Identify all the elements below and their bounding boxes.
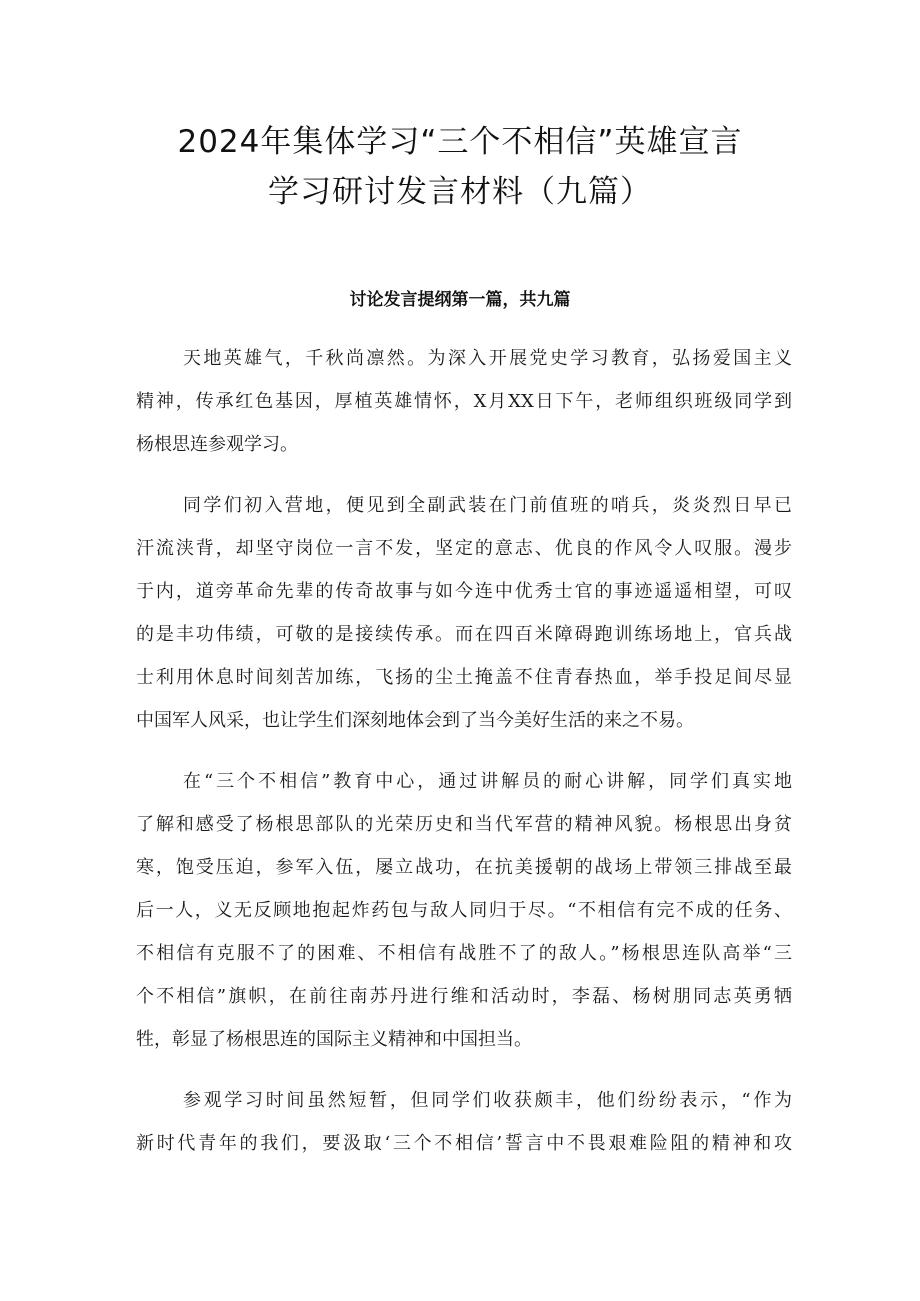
paragraph-line: 精神，传承红色基因，厚植英雄情怀，X月XX日下午，老师组织班级同学到 — [136, 391, 792, 412]
paragraph-line: 同学们初入营地，便见到全副武装在门前值班的哨兵，炎炎烈日早已 — [183, 495, 792, 516]
document-title-line-1: 2024年集体学习“三个不相信”英雄宣言 — [177, 124, 743, 160]
paragraph-line: 了解和感受了杨根思部队的光荣历史和当代军营的精神风貌。杨根思出身贫 — [136, 814, 792, 835]
paragraph-line: 寒，饱受压迫，参军入伍，屡立战功，在抗美援朝的战场上带领三排战至最 — [136, 857, 792, 878]
paragraph-line: 于内，道旁革命先辈的传奇故事与如今连中优秀士官的事迹遥遥相望，可叹 — [136, 581, 792, 602]
paragraph-line: 天地英雄气，千秋尚凛然。为深入开展党史学习教育，弘扬爱国主义 — [183, 348, 792, 369]
paragraph-line: 参观学习时间虽然短暂，但同学们收获颇丰，他们纷纷表示，“作为 — [183, 1090, 792, 1111]
paragraph-line: 汗流浃背，却坚守岗位一言不发，坚定的意志、优良的作风令人叹服。漫步 — [136, 538, 792, 559]
paragraph-line: 中国军人风采，也让学生们深刻地体会到了当今美好生活的来之不易。 — [136, 710, 694, 731]
paragraph-line: 在“三个不相信”教育中心，通过讲解员的耐心讲解，同学们真实地 — [183, 771, 792, 792]
section-subtitle: 讨论发言提纲第一篇，共九篇 — [349, 290, 571, 310]
paragraph-line: 后一人，义无反顾地抱起炸药包与敌人同归于尽。“不相信有完不成的任务、 — [136, 900, 792, 921]
paragraph-line: 杨根思连参观学习。 — [136, 434, 298, 455]
paragraph-3 — [136, 760, 792, 1061]
document-title-line-2: 学习研讨发言材料（九篇） — [268, 174, 652, 210]
paragraph-line: 新时代青年的我们，要汲取‘三个不相信’誓言中不畏艰难险阻的精神和攻 — [136, 1133, 792, 1154]
paragraph-2 — [136, 484, 792, 742]
paragraph-4 — [136, 1079, 792, 1165]
paragraph-line: 不相信有克服不了的困难、不相信有战胜不了的敌人。”杨根思连队高举“三 — [136, 943, 792, 964]
paragraph-line: 士利用休息时间刻苦加练，飞扬的尘土掩盖不住青春热血，举手投足间尽显 — [136, 667, 792, 688]
paragraph-1 — [136, 337, 792, 466]
paragraph-line: 牲，彰显了杨根思连的国际主义精神和中国担当。 — [136, 1029, 532, 1050]
paragraph-line: 的是丰功伟绩，可敬的是接续传承。而在四百米障碍跑训练场地上，官兵战 — [136, 624, 792, 645]
paragraph-line: 个不相信”旗帜，在前往南苏丹进行维和活动时，李磊、杨树朋同志英勇牺 — [136, 986, 792, 1007]
